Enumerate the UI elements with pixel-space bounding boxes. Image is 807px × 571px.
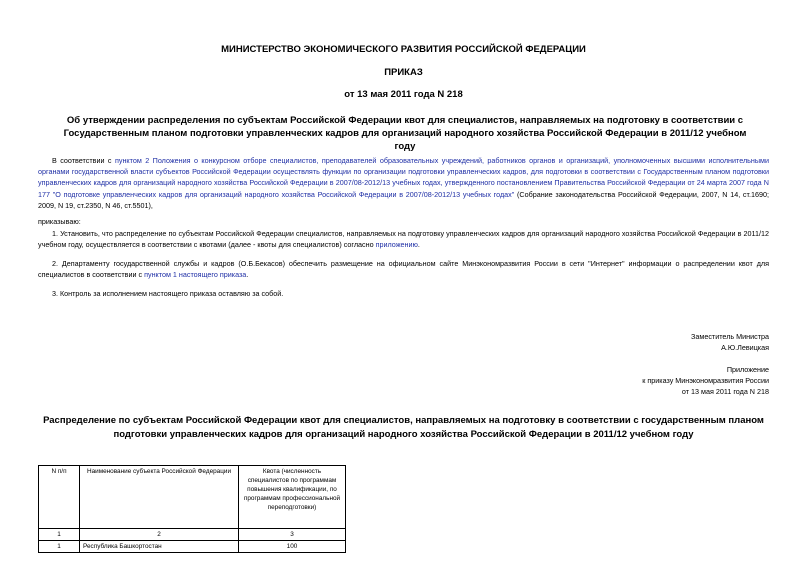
basis-tail: (Собрание законодательства Российской Федерации, 2007, N 14, ст.1690; 2009, N 19, ст.2350, N 46, ст.5501), (38, 189, 769, 210)
column-number: 1 (39, 529, 80, 541)
signer-name: А.Ю.Левицкая (721, 343, 769, 352)
item1-reference-link[interactable]: пунктом 1 настоящего приказа (144, 270, 247, 280)
basis-lead: В соответствии с (52, 156, 115, 165)
distribution-title: Распределение по субъектам Российской Федерации квот для специалистов, направляемых на подготовку в соответствии с государственным планом подготовки управленческих кадров для организаций народного хозяйства Российской Федерации в 2011/12 учебном году (43, 415, 764, 440)
signer-position: Заместитель Министра (691, 332, 769, 341)
order-item-3: 3. Контроль за исполнением настоящего приказа оставляю за собой. (52, 289, 284, 298)
table-row (39, 541, 346, 553)
document-type: ПРИКАЗ (384, 67, 423, 78)
item2-end: . (246, 270, 249, 280)
appendix-date-line: от 13 мая 2011 года N 218 (681, 387, 769, 396)
region-name: Республика Башкортостан (80, 541, 239, 553)
appendix-label: Приложение (726, 365, 769, 374)
basis-regulation-link[interactable]: пунктом 2 Положения о конкурсном отборе специалистов, преподавателей образовательных учреждений, работников органов и организаций, уполномоченных высшими исполнительными органами государственной власти субъектов Российской Федерации осуществлять функции по организации подготовки управленческих кадров, для подготовки в соответствии с Государственным планом подготовки управленческих кадров для организаций народного хозяйства Российской Федерации в 2007/08-2012/13 учебных годах, утвержденного постановлением Правительства Российской Федерации от 24 марта 2007 года N 177 "О подготовке управленческих кадров для организаций народного хозяйства Российской Федерации в 2007/08-2012/13 учебных годах" (38, 156, 769, 199)
orders-label: приказываю: (38, 217, 81, 226)
quota-table (38, 465, 346, 553)
signature-block (691, 331, 769, 353)
order-item-2 (38, 258, 769, 280)
item1-text: 1. Установить, что распределение по субъектам Российской Федерации специалистов, направляемых на подготовку управленческих кадров для организаций народного хозяйства Российской Федерации в 2011/12 учебном году, осуществляется в соответствии с квотами (далее - квоты для специалистов) согласно (38, 229, 769, 250)
item2-text: 2. Департаменту государственной службы и кадров (О.Б.Бекасов) обеспечить размещение на официальном сайте Минэкономразвития России в сети "Интернет" информации о распределении квот для специалистов в соответствии с (38, 259, 769, 280)
appendix-order-line: к приказу Минэкономразвития России (642, 376, 769, 385)
item1-end: . (417, 240, 420, 250)
quota-value: 100 (239, 541, 346, 553)
appendix-reference (642, 364, 769, 397)
header-number: N п/п (39, 466, 80, 529)
column-number: 3 (239, 529, 346, 541)
ministry-name: МИНИСТЕРСТВО ЭКОНОМИЧЕСКОГО РАЗВИТИЯ РОССИЙСКОЙ ФЕДЕРАЦИИ (221, 44, 586, 55)
column-number-row (39, 529, 346, 541)
basis-paragraph (38, 155, 769, 211)
row-number: 1 (39, 541, 80, 553)
header-region: Наименование субъекта Российской Федерации (80, 466, 239, 529)
document-subject: Об утверждении распределения по субъектам Российской Федерации квот для специалистов, направляемых на подготовку в соответствии с Государственным планом подготовки управленческих кадров для организаций народного хозяйства Российской Федерации в 2011/12 учебном году (63, 115, 747, 152)
order-item-1 (38, 228, 769, 250)
header-quota: Квота (численность специалистов по программам повышения квалификации, по программам профессиональной переподготовки) (239, 466, 346, 529)
appendix-link[interactable]: приложению (375, 240, 418, 250)
table-header-row (39, 466, 346, 529)
column-number: 2 (80, 529, 239, 541)
document-date: от 13 мая 2011 года N 218 (344, 89, 463, 100)
